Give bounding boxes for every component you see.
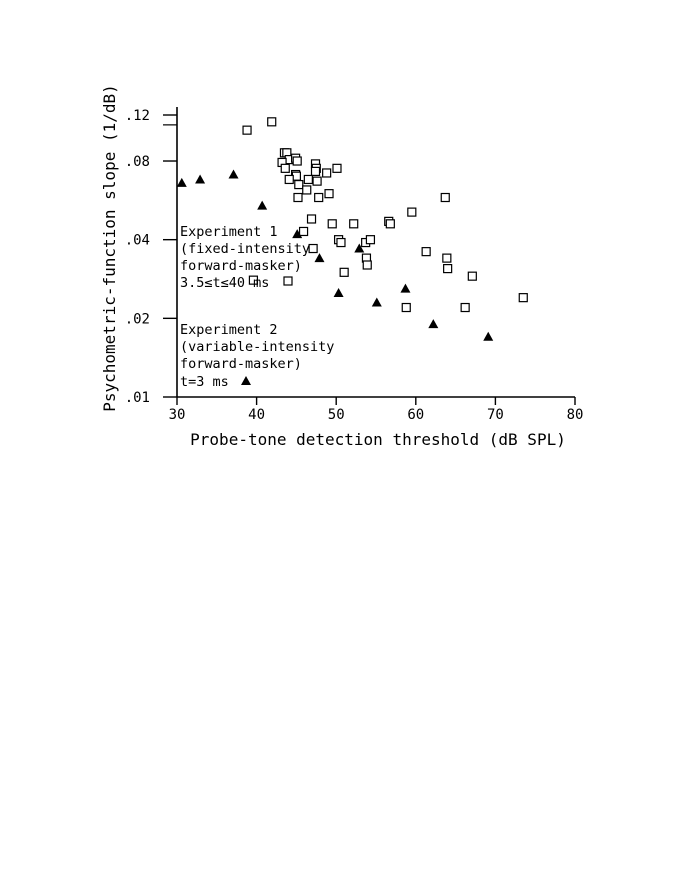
data-point-exp2 (400, 284, 410, 293)
legend-exp2-line-1: Experiment 2 (180, 322, 278, 338)
legend-exp1-line-4: 3.5≤t≤40 ms (180, 275, 270, 291)
y-tick-label-.04: .04 (124, 232, 150, 249)
x-tick-label-80: 80 (566, 407, 584, 423)
y-axis-label: Psychometric-function slope (1/dB) (100, 84, 119, 412)
data-point-exp2 (372, 297, 382, 306)
data-point-exp2 (195, 174, 205, 183)
data-point-exp1 (422, 248, 430, 256)
data-point-exp1 (363, 261, 371, 269)
data-point-exp1 (281, 164, 289, 172)
data-point-exp1 (328, 220, 336, 228)
data-point-exp2 (428, 319, 438, 328)
data-point-exp2 (334, 288, 344, 297)
legend-exp2-line-4: t=3 ms (180, 374, 229, 390)
legend-exp1-line-3: forward-masker) (180, 258, 302, 274)
data-point-exp1 (312, 167, 320, 175)
data-point-exp1 (468, 272, 476, 280)
data-point-exp1 (294, 194, 302, 202)
legend-exp2-line-3: forward-masker) (180, 356, 302, 372)
data-point-exp1 (519, 294, 527, 302)
data-point-exp1 (243, 126, 251, 134)
legend-marker-exp1 (284, 277, 292, 285)
data-point-exp2 (314, 253, 324, 262)
y-tick-label-.01: .01 (124, 390, 150, 406)
data-point-exp1 (337, 239, 345, 247)
data-point-exp1 (308, 215, 316, 223)
x-tick-label-40: 40 (248, 407, 266, 423)
data-point-exp1 (313, 177, 321, 185)
data-point-exp1 (285, 175, 293, 183)
data-point-exp1 (309, 245, 317, 253)
x-tick-label-70: 70 (486, 407, 504, 423)
legend-exp2-line-2: (variable-intensity (180, 339, 335, 355)
legend-experiment-2 (180, 322, 334, 390)
x-axis-label: Probe-tone detection threshold (dB SPL) (190, 430, 566, 449)
data-point-exp1 (315, 194, 323, 202)
data-point-exp1 (268, 118, 276, 126)
data-point-exp1 (300, 227, 308, 235)
data-point-exp1 (366, 236, 374, 244)
data-point-exp1 (293, 157, 301, 165)
data-point-exp1 (443, 254, 451, 262)
x-tick-label-50: 50 (327, 407, 345, 423)
y-tick-label-.02: .02 (124, 311, 150, 328)
y-tick-label-.12: .12 (124, 108, 150, 124)
x-tick-label-30: 30 (168, 407, 186, 423)
data-point-exp1 (323, 169, 331, 177)
data-point-exp1 (325, 190, 333, 198)
legend-exp1-line-2: (fixed-intensity (180, 241, 311, 257)
data-point-exp2 (229, 170, 239, 179)
y-tick-label-.08: .08 (124, 154, 150, 171)
data-point-exp1 (402, 304, 410, 312)
data-point-exp1 (340, 268, 348, 276)
data-point-exp1 (304, 175, 312, 183)
data-point-exp1 (441, 194, 449, 202)
data-point-exp2 (483, 332, 493, 341)
data-point-exp1 (408, 208, 416, 216)
legend-marker-exp2 (241, 376, 251, 385)
data-point-exp1 (461, 304, 469, 312)
data-point-exp2 (257, 201, 267, 210)
data-point-exp2 (177, 178, 187, 187)
data-point-exp1 (303, 186, 311, 194)
data-point-exp1 (295, 181, 303, 189)
legend-exp1-line-1: Experiment 1 (180, 224, 278, 240)
data-point-exp1 (333, 164, 341, 172)
data-point-exp1 (386, 220, 394, 228)
x-tick-label-60: 60 (407, 407, 425, 423)
data-point-exp1 (350, 220, 358, 228)
data-point-exp1 (444, 265, 452, 273)
